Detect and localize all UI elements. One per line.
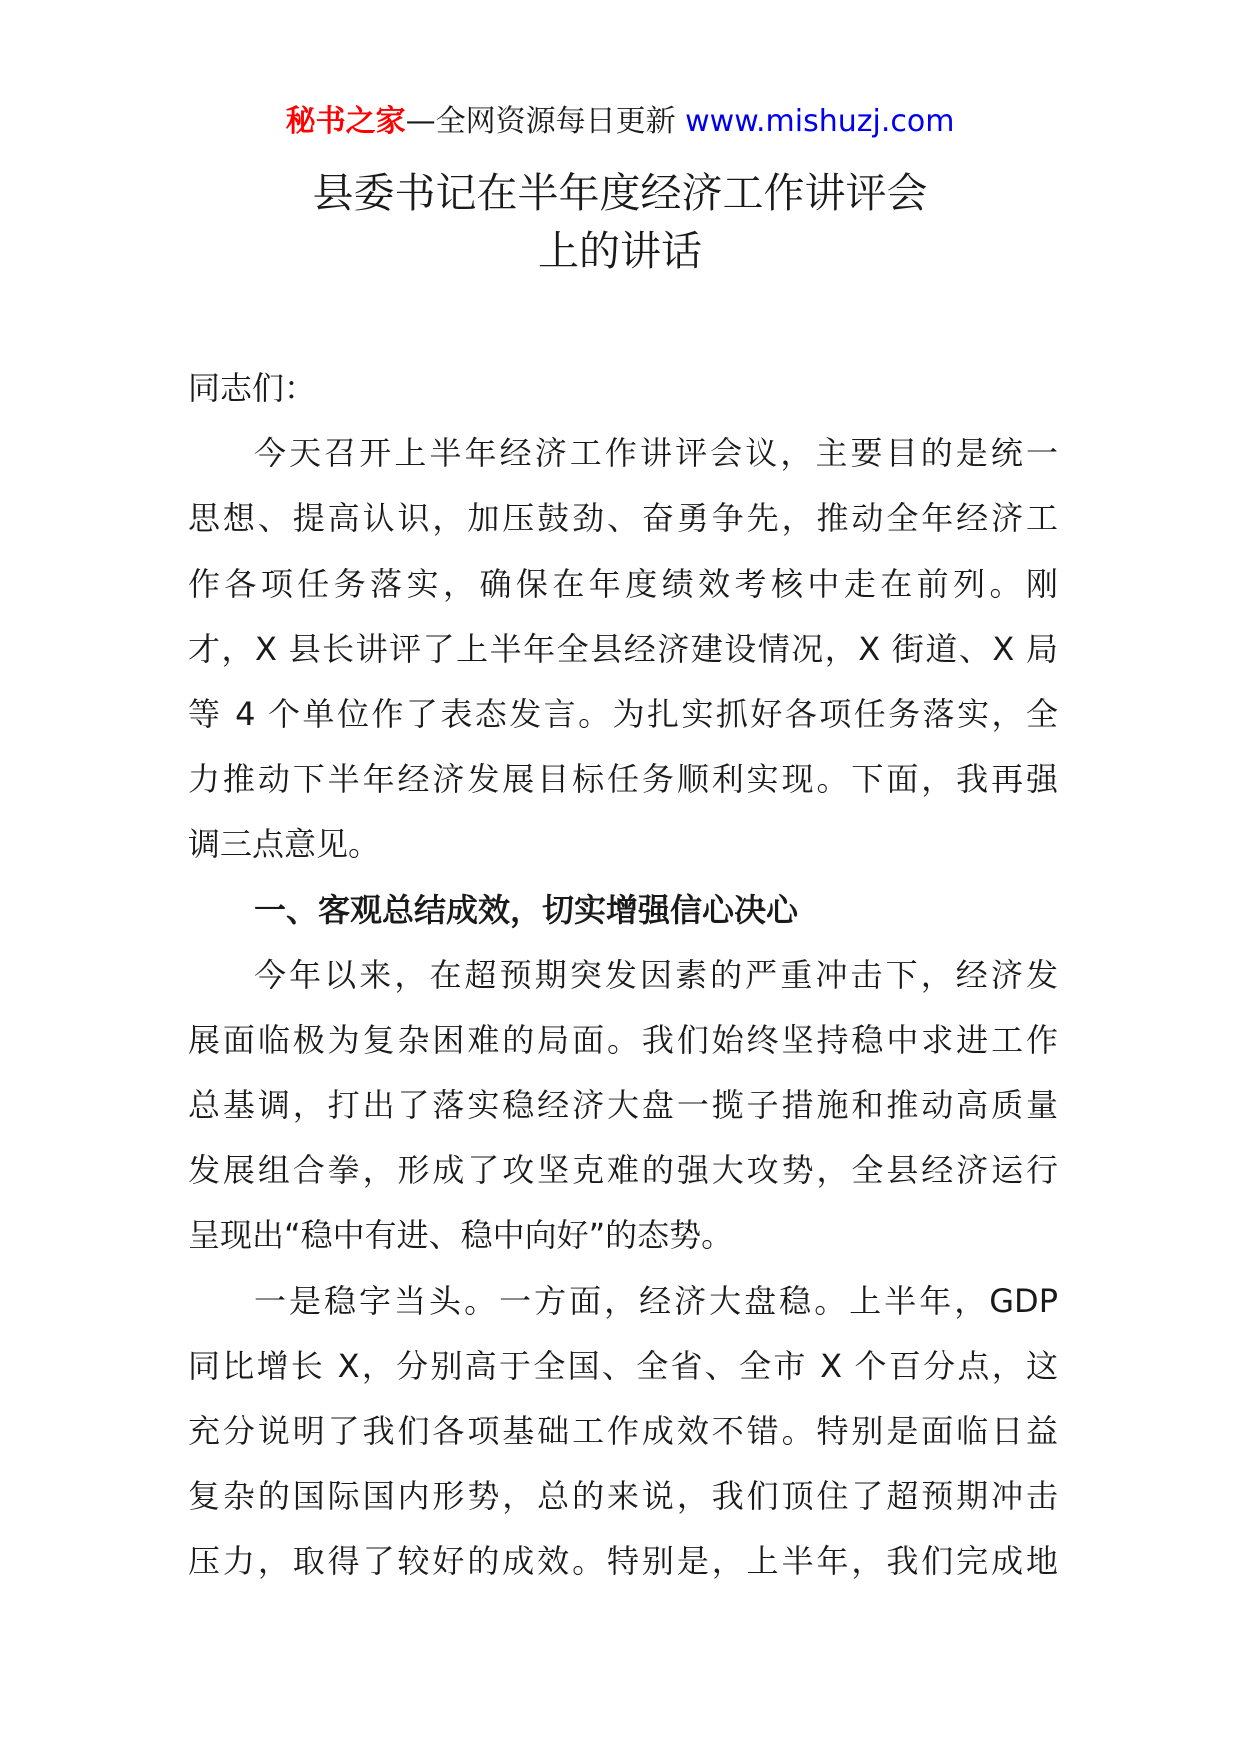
- paragraph-line: 今年以来，在超预期突发因素的严重冲击下，经济发: [254, 955, 1058, 994]
- brand-name: 秘书之家: [285, 104, 406, 139]
- title-line-1: 县委书记在半年度经济工作讲评会: [312, 169, 928, 217]
- paragraph-line: 作各项任务落实，确保在年度绩效考核中走在前列。刚: [188, 564, 1058, 603]
- site-header: [0, 100, 1240, 144]
- paragraph-line: 调三点意见。: [188, 825, 381, 864]
- paragraph-line: 同比增长 X，分别高于全国、全省、全市 X 个百分点，这: [188, 1346, 1058, 1385]
- document-body: [188, 356, 1058, 1595]
- paragraph-line: 复杂的国际国内形势，总的来说，我们顶住了超预期冲击: [188, 1477, 1058, 1516]
- paragraph-line: 等 4 个单位作了表态发言。为扎实抓好各项任务落实，全: [188, 694, 1058, 733]
- paragraph-line: 力推动下半年经济发展目标任务顺利实现。下面，我再强: [188, 760, 1058, 799]
- paragraph-line: 一是稳字当头。一方面，经济大盘稳。上半年，GDP: [254, 1281, 1058, 1320]
- paragraph-line: 才，X 县长讲评了上半年全县经济建设情况，X 街道、X 局: [188, 629, 1058, 668]
- paragraph-line: 充分说明了我们各项基础工作成效不错。特别是面临日益: [188, 1412, 1058, 1450]
- header-tagline: —全网资源每日更新: [405, 104, 676, 139]
- paragraph-line: 压力，取得了较好的成效。特别是，上半年，我们完成地: [188, 1542, 1058, 1581]
- paragraph-line: 今天召开上半年经济工作讲评会议，主要目的是统一: [254, 434, 1058, 473]
- section-heading: 一、客观总结成效，切实增强信心决心: [254, 890, 799, 929]
- paragraph-line: 总基调，打出了落实稳经济大盘一揽子措施和推动高质量: [188, 1086, 1058, 1125]
- title-line-2: 上的讲话: [538, 227, 702, 275]
- site-url-link[interactable]: www.mishuzj.com: [685, 104, 955, 139]
- paragraph-line: 思想、提高认识，加压鼓劲、奋勇争先，推动全年经济工: [188, 499, 1058, 538]
- paragraph-line: 呈现出“稳中有进、稳中向好”的态势。: [188, 1216, 734, 1255]
- document-title: [0, 164, 1240, 280]
- paragraph-line: 展面临极为复杂困难的局面。我们始终坚持稳中求进工作: [188, 1020, 1058, 1059]
- paragraph-line: 发展组合拳，形成了攻坚克难的强大攻势，全县经济运行: [188, 1151, 1058, 1190]
- paragraph-line: 同志们：: [188, 369, 317, 407]
